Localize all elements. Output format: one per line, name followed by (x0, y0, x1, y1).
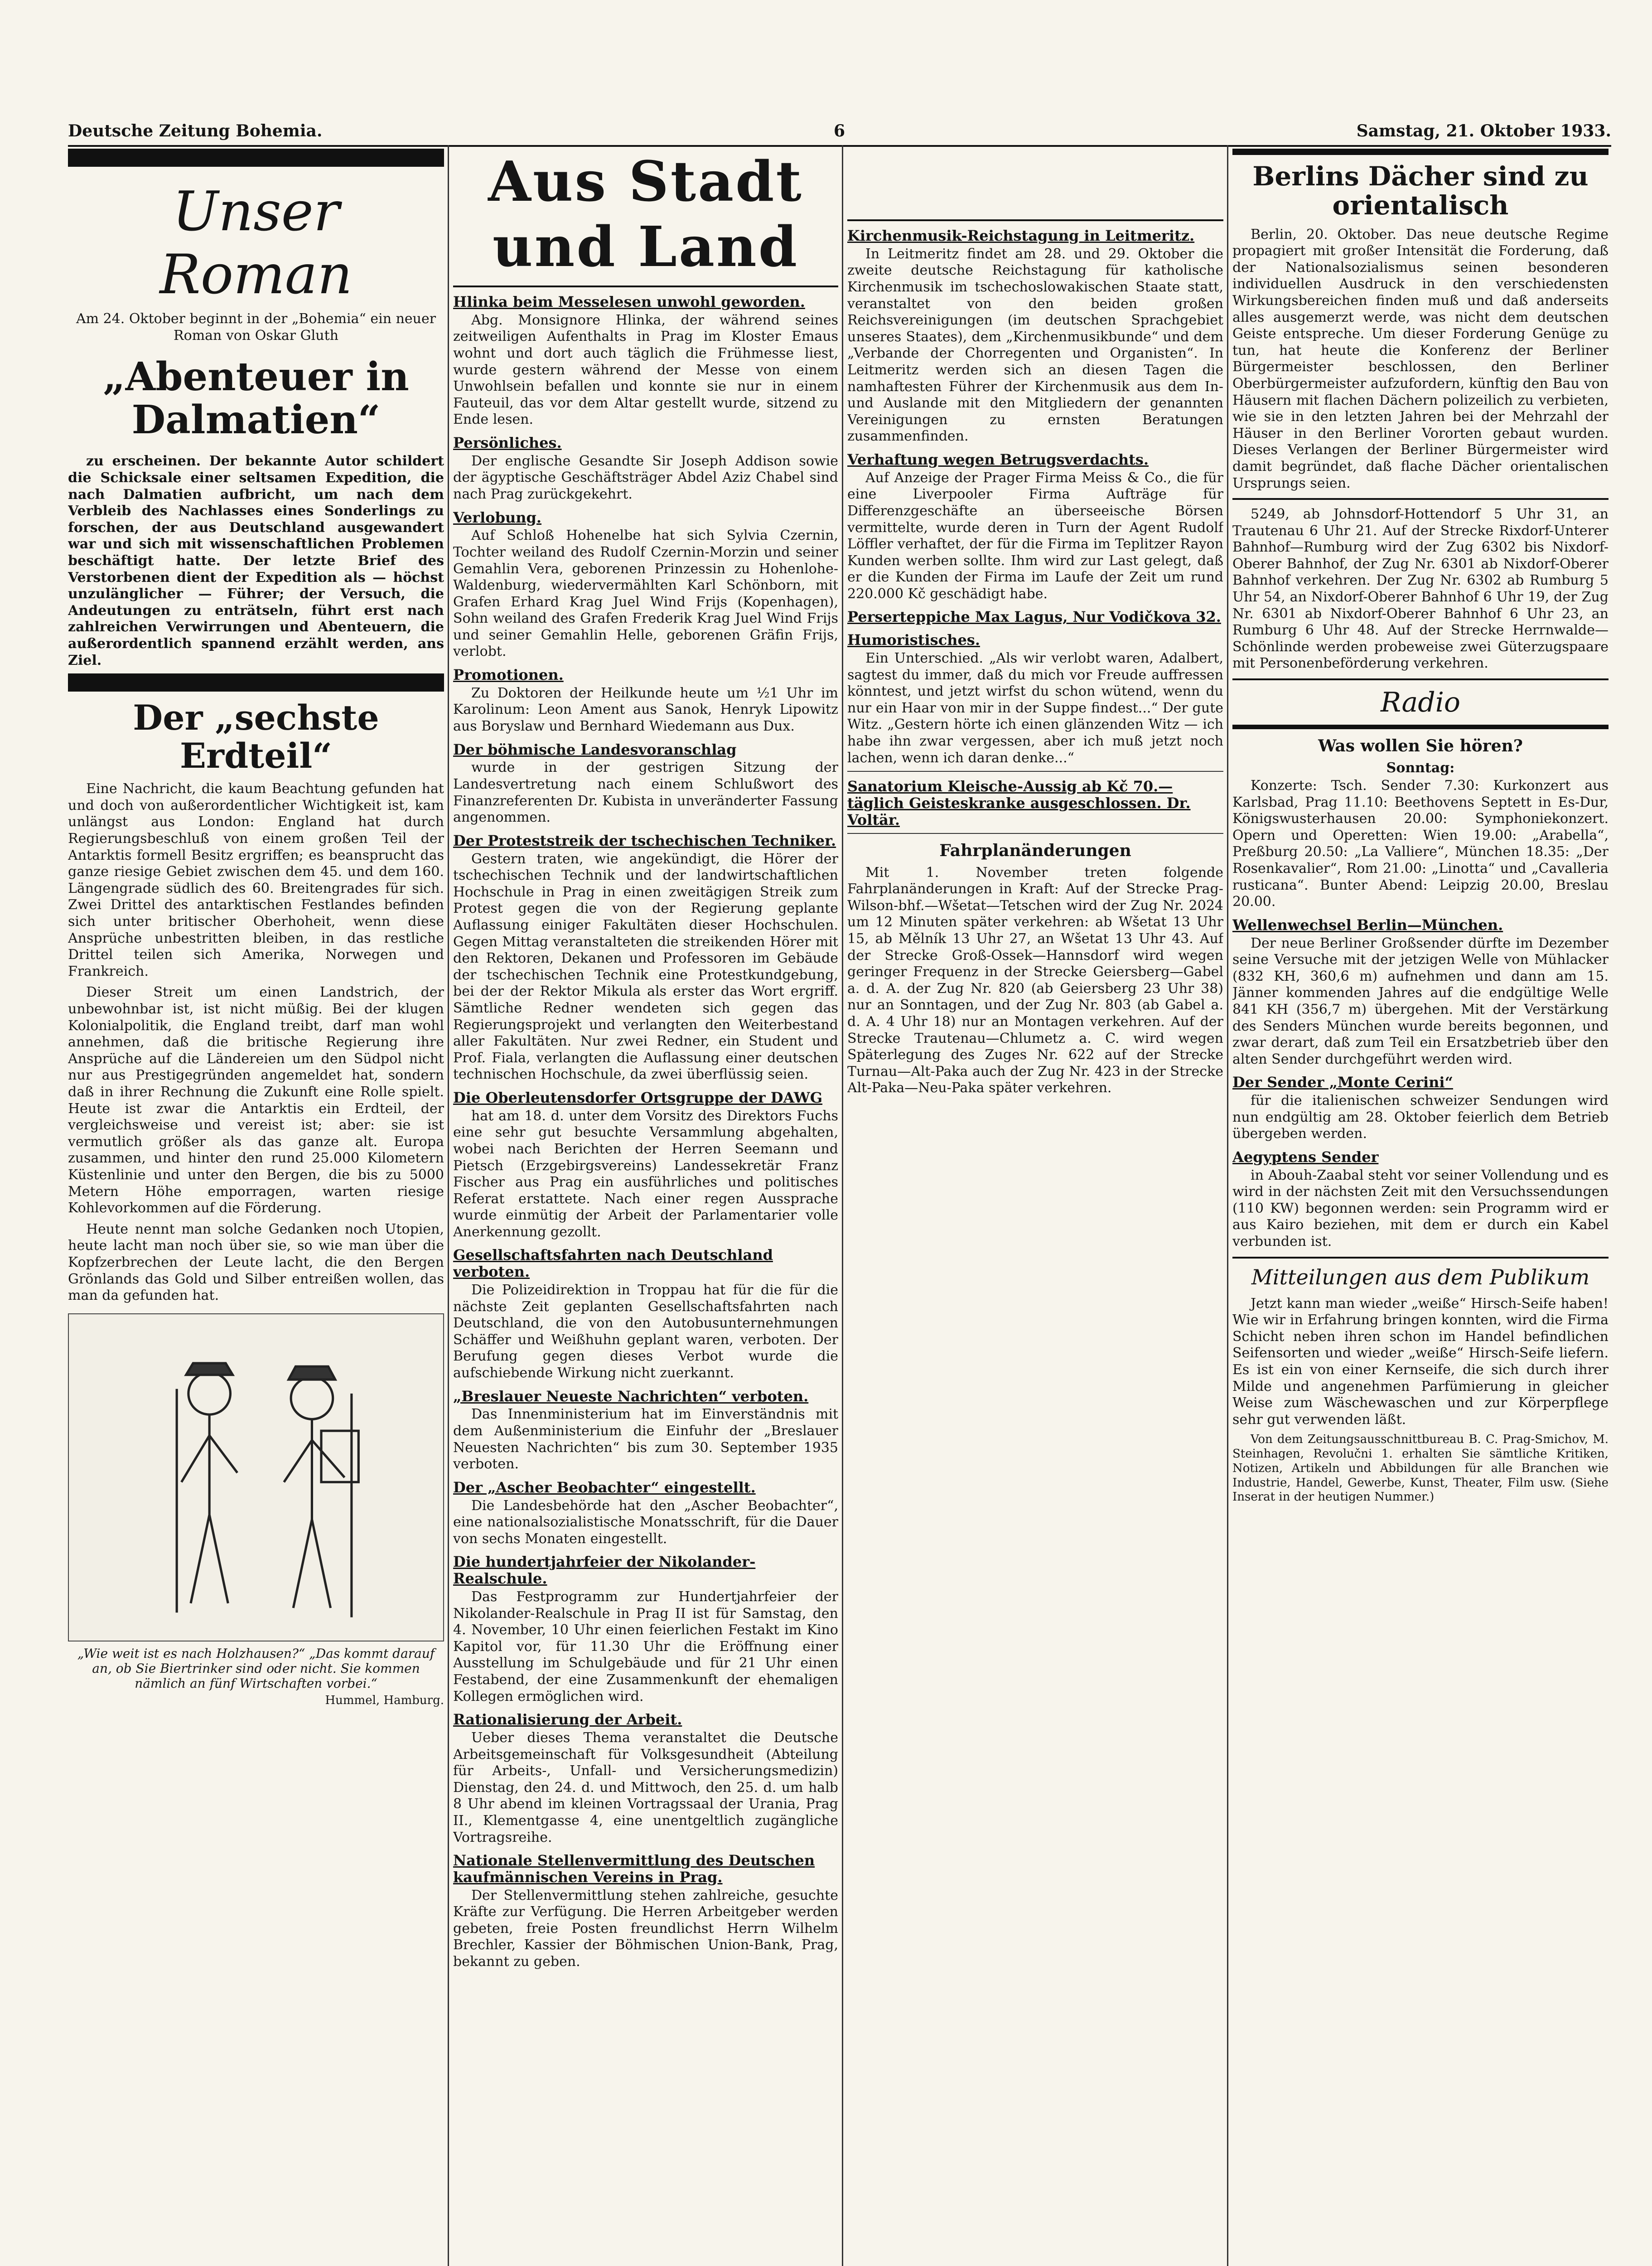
column-3 (847, 145, 1223, 2266)
heavy-rule (68, 673, 444, 692)
rule (847, 833, 1223, 834)
news-headline: Der Sender „Monte Cerini“ (1232, 1074, 1453, 1091)
news-headline: Rationalisierung der Arbeit. (453, 1711, 682, 1729)
news-text: Zu Doktoren der Heilkunde heute um ½1 Uhr im Karolinum: Leon Ament aus Sanok, Henryk Lipowitz aus Boryslaw und Bernhard Wiedemann aus Dux. (453, 685, 838, 735)
news-headline: Gesellschaftsfahrten nach Deutschland verboten. (453, 1246, 773, 1281)
news-headline: Die Oberleutensdorfer Ortsgruppe der DAWG (453, 1089, 823, 1106)
news-headline: Wellenwechsel Berlin—München. (1232, 916, 1503, 934)
rule (1232, 498, 1609, 500)
cartoon-illustration (68, 1313, 444, 1641)
news-text: Berlin, 20. Oktober. Das neue deutsche Regime propagiert mit großer Intensität die Forderung, daß der Nationalsozialismus seinen besonderen individuellen Ausdruck in den verschiedensten Wirkungsbereichen finden muß und daß anderseits alles ausgemerzt werde, was nicht dem deutschen Geiste entspreche. Um dieser Forderung Genüge zu tun, hat heute die Konferenz der Berliner Bürgermeister beschlossen, den Berliner Oberbürgermeister aufzufordern, künftig den Bau von Häusern mit flachen Dächern polizeilich zu verbieten, wie sie in den letzten Jahren bei der Mehrzahl der Häuser in den Berliner Vororten gebaut wurden. Dieses Verlangen der Berliner Bürgermeister wird damit begründet, daß flache Dächer orientalischen Ursprungs seien. (1232, 226, 1609, 491)
rule (1232, 1257, 1609, 1259)
rule (847, 219, 1223, 221)
news-text: Ein Unterschied. „Als wir verlobt waren, Adalbert, sagtest du immer, daß du mich vor Freude auffressen könntest, und jetzt wirfst du schon wütend, wenn du nur ein Haar von mir in der Suppe findest...“ Der gute Witz. „Gestern hörte ich einen glänzenden Witz — ich habe ihn zwar vergessen, aber ich muß jetzt noch lachen, wenn ich daran denke...“ (847, 650, 1223, 766)
news-headline: Persönliches. (453, 434, 562, 451)
news-text: Die Landesbehörde hat den „Ascher Beobachter“, eine nationalsozialistische Monatsschrift, für die Dauer von sechs Monaten eingestellt. (453, 1497, 838, 1547)
news-headline: Der „Ascher Beobachter“ eingestellt. (453, 1478, 756, 1496)
news-text: für die italienischen schweizer Sendungen wird nun endgültig am 28. Oktober feierlich dem Betrieb übergeben werden. (1232, 1093, 1609, 1142)
article-paragraph: Dieser Streit um einen Landstrich, der unbewohnbar ist, ist nicht müßig. Bei der klugen Kolonialpolitik, die England treibt, darf man wohl annehmen, daß die britische Regierung ihre Ansprüche auf die Ländereien um den Südpol nicht nur aus Prestigegründen angemeldet hat, sondern daß in ihrer Rechnung die Zukunft eine Rolle spielt. Heute ist zwar die Antarktis ein Erdteil, der vergleichsweise und vereist ist; aber: sie ist vermutlich größer als das ganze alt. Europa zusammen, und hinter den rund 25.000 Kilometern Küstenlinie und unter den Bergen, die bis zu 5000 Metern Höhe emporragen, warten riesige Kohlevorkommen auf die Förderung. (68, 984, 444, 1216)
page-header (68, 109, 1611, 147)
news-text: hat am 18. d. unter dem Vorsitz des Direktors Fuchs eine sehr gut besuchte Versammlung abgehalten, wobei nach Berichten der Herren Seemann und Pietsch (Erzgebirgsvereins) Landessekretär Franz Fischer aus Prag ein ausführliches und politisches Referat erstattete. Nach einer regen Aussprache wurde einmütig der Arbeit der Parlamentarier volle Anerkennung gezollt. (453, 1108, 838, 1240)
article-headline: Der „sechste Erdteil“ (133, 697, 379, 776)
column-divider (1227, 145, 1228, 2266)
column-divider (448, 145, 449, 2266)
news-headline: Berlins Dächer sind zu orientalisch (1252, 161, 1589, 221)
article-paragraph: Heute nennt man solche Gedanken noch Utopien, heute lacht man noch über sie, so wie man über die Kopfzerbrechen der Leute lacht, die den Bergen Grönlands das Gold und Silber entreißen wollen, das man da gefunden hat. (68, 1221, 444, 1304)
cartoon-credit: Hummel, Hamburg. (325, 1693, 444, 1707)
news-text: Ueber dieses Thema veranstaltet die Deutsche Arbeitsgemeinschaft für Volksgesundheit (Abteilung für Arbeits-, Unfall- und Versicherungsmedizin) Dienstag, den 24. d. und Mittwoch, den 25. d. um halb 8 Uhr abend im kleinen Vortragssaal der Urania, Prag II., Klementgasse 4, eine unentgeltlich zugängliche Vortragsreihe. (453, 1729, 838, 1845)
section-heading: Mitteilungen aus dem Publikum (1251, 1264, 1590, 1289)
news-headline: Humoristisches. (847, 631, 980, 649)
rule (453, 286, 838, 287)
radio-day: Sonntag: (1386, 760, 1455, 776)
radio-subheading: Was wollen Sie hören? (1318, 736, 1523, 756)
news-text: Mit 1. November treten folgende Fahrplanänderungen in Kraft: Auf der Strecke Prag-Wilson-bhf.—Wšetat—Tetschen wird der Zug Nr. 2024 um 12 Minuten später verkehren: ab Wšetat 13 Uhr 15, ab Mělník 13 Uhr 27, an Wšetat 13 Uhr 43. Auf der Strecke Groß-Ossek—Hannsdorf wird wegen geringer Frequenz in der Strecke Geiersberg—Gabel a. d. A. der Zug Nr. 820 (ab Geiersberg 23 Uhr 38) nur an Sonntagen, und der Zug Nr. 803 (ab Gabel a. d. A. 4 Uhr 18) nur an Montagen verkehren. Auf der Strecke Trautenau—Chlumetz a. C. wird wegen Späterlegung des Zuges Nr. 622 auf der Strecke Turnau—Alt-Paka auch der Zug Nr. 423 in der Strecke Alt-Paka—Neu-Paka später verkehren. (847, 864, 1223, 1096)
banner-spacer (847, 145, 1223, 213)
news-text: in Abouh-Zaabal steht vor seiner Vollendung und es wird in der nächsten Zeit mit den Versuchssendungen (110 KW) begonnen werden: sein Programm wird er aus Kairo beziehen, mit dem er durch ein Kabel verbunden ist. (1232, 1167, 1609, 1250)
news-text: Das Festprogramm zur Hundertjahrfeier der Nikolander-Realschule in Prag II ist für Samstag, den 4. November, 10 Uhr einen feierlichen Festakt im Kino Kapitol vor, für 11.30 Uhr die Eröffnung einer Ausstellung im Schulgebäude und für 21 Uhr einen Festabend, der eine Zusammenkunft der ehemaligen Kollegen ermöglichen wird. (453, 1588, 838, 1704)
advertisement-line: Sanatorium Kleische-Aussig ab Kč 70.— täglich Geisteskranke ausgeschlossen. Dr. Voltär. (847, 778, 1191, 828)
page-number: 6 (834, 121, 845, 140)
novel-intro: Am 24. Oktober beginnt in der „Bohemia“ ein neuer Roman von Oskar Gluth (76, 311, 436, 344)
news-headline: Verhaftung wegen Betrugsverdachts. (847, 450, 1149, 468)
rule (1232, 678, 1609, 680)
hikers-drawing (69, 1314, 443, 1641)
column-divider (842, 145, 843, 2266)
notice-text: Von dem Zeitungsausschnittbureau B. C. Prag-Smichov, M. Steinhagen, Revolučni 1. erhalten Sie sämtliche Kritiken, Notizen, Artikeln und Abbildungen für alle Branchen wie Industrie, Handel, Gewerbe, Kunst, Theater, Film usw. (Siehe Inserat in der heutigen Nummer.) (1232, 1433, 1609, 1504)
cartoon-caption: „Wie weit ist es nach Holzhausen?“ „Das kommt darauf an, ob Sie Biertrinker sind oder nicht. Sie kommen nämlich an fünf Wirtschaften vorbei.“ (77, 1646, 435, 1691)
news-text: Der englische Gesandte Sir Joseph Addison sowie der ägyptische Geschäftsträger Abdel Aziz Chabel sind nach Prag zurückgekehrt. (453, 453, 838, 502)
news-headline: Nationale Stellenvermittlung des Deutschen kaufmännischen Vereins in Prag. (453, 1852, 815, 1886)
heavy-rule (1232, 149, 1609, 155)
news-headline: Der böhmische Landesvoranschlag (453, 741, 737, 758)
section-heading: Fahrplanänderungen (939, 841, 1131, 860)
article-paragraph: Eine Nachricht, die kaum Beachtung gefunden hat und doch von außerordentlicher Wichtigkeit ist, kam unlängst aus London: England hat durch Regierungsbeschluß von einem großen Teil der Antarktis formell Besitz ergriffen; es beansprucht das ganze riesige Gebiet zwischen dem 45. und dem 160. Längengrade südlich des 60. Breitengrades für sich. Zwei Drittel des antarktischen Festlandes befinden sich unter britischer Oberhoheit, wenn diese Ansprüche unbestritten bleiben, in das restliche Drittel teilen sich Amerika, Norwegen und Frankreich. (68, 781, 444, 979)
news-text: Auf Anzeige der Prager Firma Meiss & Co., die für eine Liverpooler Firma Aufträge für Differenzgeschäfte an überseeische Börsen vermittelte, wurde deren in Turn der Agent Rudolf Löffler verhaftet, der für die Firma im Teplitzer Rayon Kunden werben sollte. Ihm wird zur Last gelegt, daß er die Kunden der Firma im Laufe der Zeit um rund 220.000 Kč geschädigt habe. (847, 470, 1223, 602)
heavy-rule (1232, 725, 1609, 729)
paper-name: Deutsche Zeitung Bohemia. (68, 121, 323, 140)
advertisement-line: Perserteppiche Max Lagus, Nur Vodičkova 32. (847, 608, 1221, 626)
radio-text: Konzerte: Tsch. Sender 7.30: Kurkonzert aus Karlsbad, Prag 11.10: Beethovens Septett in Es-Dur, Königswusterhausen 20.00: Symphoniekonzert. Opern und Operetten: Wien 19.00: „Arabella“, Preßburg 20.50: „La Valliere“, München 18.35: „Der Rosenkavalier“, Rom 21.00: „Linotta“ und „Cavalleria rusticana“. Bunter Abend: Leipzig 20.00, Breslau 20.00. (1232, 778, 1609, 910)
news-headline: Hlinka beim Messelesen unwohl geworden. (453, 293, 805, 310)
news-text: Das Innenministerium hat im Einverständnis mit dem Außenministerium die Einfuhr der „Breslauer Neuesten Nachrichten“ bis zum 30. September 1935 verboten. (453, 1406, 838, 1472)
news-headline: Die hundertjahrfeier der Nikolander-Realschule. (453, 1553, 756, 1588)
news-text: Der neue Berliner Großsender dürfte im Dezember seine Versuche mit der jetzigen Welle von Mühlacker (832 KH, 360,6 m) aufnehmen und dann am 15. Jänner kommenden Jahres auf die endgültige Welle 841 KH (356,7 m) übergehen. Mit der Verstärkung des Senders München wurde bereits begonnen, und zwar derart, daß zum Teil ein Ersatzbetrieb über den alten Sender durchgeführt werden wird. (1232, 935, 1609, 1067)
heavy-rule (68, 149, 444, 167)
news-headline: „Breslauer Neueste Nachrichten“ verboten. (453, 1387, 809, 1405)
news-headline: Kirchenmusik-Reichstagung in Leitmeritz. (847, 227, 1195, 244)
news-text: Der Stellenvermittlung stehen zahlreiche, gesuchte Kräfte zur Verfügung. Die Herren Arbeitgeber werden gebeten, freie Posten freundlichst Herrn Wilhelm Brechler, Kassier der Böhmischen Union-Bank, Prag, bekannt zu geben. (453, 1887, 838, 1970)
column-4 (1232, 145, 1609, 2266)
news-text: 5249, ab Johnsdorf-Hottendorf 5 Uhr 31, an Trautenau 6 Uhr 21. Auf der Strecke Rixdorf-Unterer Bahnhof—Rumburg wird der Zug 6302 bis Nixdorf-Oberer Bahnhof, der Zug Nr. 6301 ab Nixdorf-Oberer Bahnhof verkehren. Der Zug Nr. 6302 ab Rumburg 5 Uhr 54, an Nixdorf-Oberer Bahnhof 6 Uhr 19, der Zug Nr. 6301 ab Nixdorf-Oberer Bahnhof 6 Uhr 23, an Rumburg 6 Uhr 48. Auf der Strecke Herrnwalde—Schönlinde werden probeweise zwei Güterzugspaare mit Personenbeförderung verkehren. (1232, 506, 1609, 672)
novel-description: zu erscheinen. Der bekannte Autor schildert die Schicksale einer seltsamen Expedition, die nach Dalmatien aufbricht, um nach dem Verbleib des Nachlasses eines Sonderlings zu forschen, der aus Deutschland ausgewandert war und sich mit wissenschaftlichen Problemen beschäftigt hatte. Der letzte Brief des Verstorbenen dient der Expedition als — höchst unzulänglicher — Führer; der Versuch, die Andeutungen zu enträtseln, führt erst nach zahlreichen Verwirrungen und Abenteuern, die außerordentlich spannend erzählt werden, ans Ziel. (68, 453, 444, 668)
rule (847, 771, 1223, 772)
novel-label: Unser Roman (159, 180, 353, 306)
issue-date: Samstag, 21. Oktober 1933. (1356, 121, 1611, 140)
news-headline: Aegyptens Sender (1232, 1148, 1379, 1166)
section-banner: Aus Stadt und Land (488, 149, 803, 279)
news-headline: Verlobung. (453, 508, 542, 526)
news-text: In Leitmeritz findet am 28. und 29. Oktober die zweite deutsche Reichstagung für katholische Kirchenmusik im tschechoslowakischen Staate statt, veranstaltet von den beiden großen Reichsvereinigungen (im deutschen Sprachgebiet unseres Staates), dem „Kirchenmusikbunde“ und dem „Verbande der Chorregenten und Organisten“. In Leitmeritz werden sich an diesen Tagen die namhaftesten Führer der Kirchenmusik aus dem In- und Auslande mit den Mitgliedern der genannten Vereinigungen zu ernsten Beratungen zusammenfinden. (847, 246, 1223, 445)
news-text: Jetzt kann man wieder „weiße“ Hirsch-Seife haben! Wie wir in Erfahrung bringen konnten, wird die Firma Schicht neben ihren schon im Handel befindlichen Seifensorten und wieder „weiße“ Hirsch-Seife liefern. Es ist ein von einer Kernseife, die sich durch ihrer Milde und angenehmen Parfümierung in gleicher Weise zum Wäschewaschen und zur Körperpflege sehr gut verwenden läßt. (1232, 1295, 1609, 1428)
column-1 (68, 145, 444, 2266)
column-2 (453, 145, 838, 2266)
news-text: Die Polizeidirektion in Troppau hat für die für die nächste Zeit geplanten Gesellschaftsfahrten nach Deutschland, die von den Autobusunternehmungen Schäffer und Weißhuhn geplant waren, verboten. Der Berufung gegen dieses Verbot wurde die aufschiebende Wirkung nicht zuerkannt. (453, 1282, 838, 1381)
news-text: wurde in der gestrigen Sitzung der Landesvertretung nach einem Schlußwort des Finanzreferenten Dr. Kubista in unveränderter Fassung angenommen. (453, 760, 838, 826)
news-headline: Der Proteststreik der tschechischen Techniker. (453, 832, 836, 849)
radio-heading: Radio (1380, 687, 1461, 719)
news-text: Gestern traten, wie angekündigt, die Hörer der tschechischen Technik und der landwirtschaftlichen Hochschule in Prag in einen zweitägigen Streik zum Protest gegen die von der Regierung geplante Auflassung einiger Fakultäten dieser Hochschulen. Gegen Mittag veranstalteten die streikenden Hörer mit den Rektoren, Dekanen und Professoren im Gebäude der tschechischen Technik eine Protestkundgebung, bei der der Rektor Mikula als erster das Wort ergriff. Sämtliche Redner wendeten sich gegen das Regierungsprojekt und verlangten den Weiterbestand aller Fakultäten. Nur zwei Redner, ein Student und Prof. Fiala, verlangten die Auflassung einer deutschen technischen Hochschule, da zwei überflüssig seien. (453, 851, 838, 1083)
novel-title: „Abenteuer in Dalmatien“ (103, 354, 409, 443)
news-text: Auf Schloß Hohenelbe hat sich Sylvia Czernin, Tochter weiland des Rudolf Czernin-Morzin und seiner Gemahlin Vera, geborenen Prinzessin zu Hohenlohe-Waldenburg, wiedervermählten Karl Schönborn, mit Grafen Erhard Krag Juel Wind Frijs (Kopenhagen), Sohn weiland des Grafen Frederik Krag Juel Wind Frijs und seiner Gemahlin Helle, geborenen Gräfin Frijs, verlobt. (453, 528, 838, 660)
news-text: Abg. Monsignore Hlinka, der während seines zeitweiligen Aufenthalts in Prag im Kloster Emaus wohnt und dort auch täglich die Frühmesse liest, wurde gestern während der Messe von einem Unwohlsein befallen und konnte sie nur in einem Fauteuil, das vor dem Altar gestellt wurde, sitzend zu Ende lesen. (453, 312, 838, 428)
news-headline: Promotionen. (453, 666, 564, 684)
